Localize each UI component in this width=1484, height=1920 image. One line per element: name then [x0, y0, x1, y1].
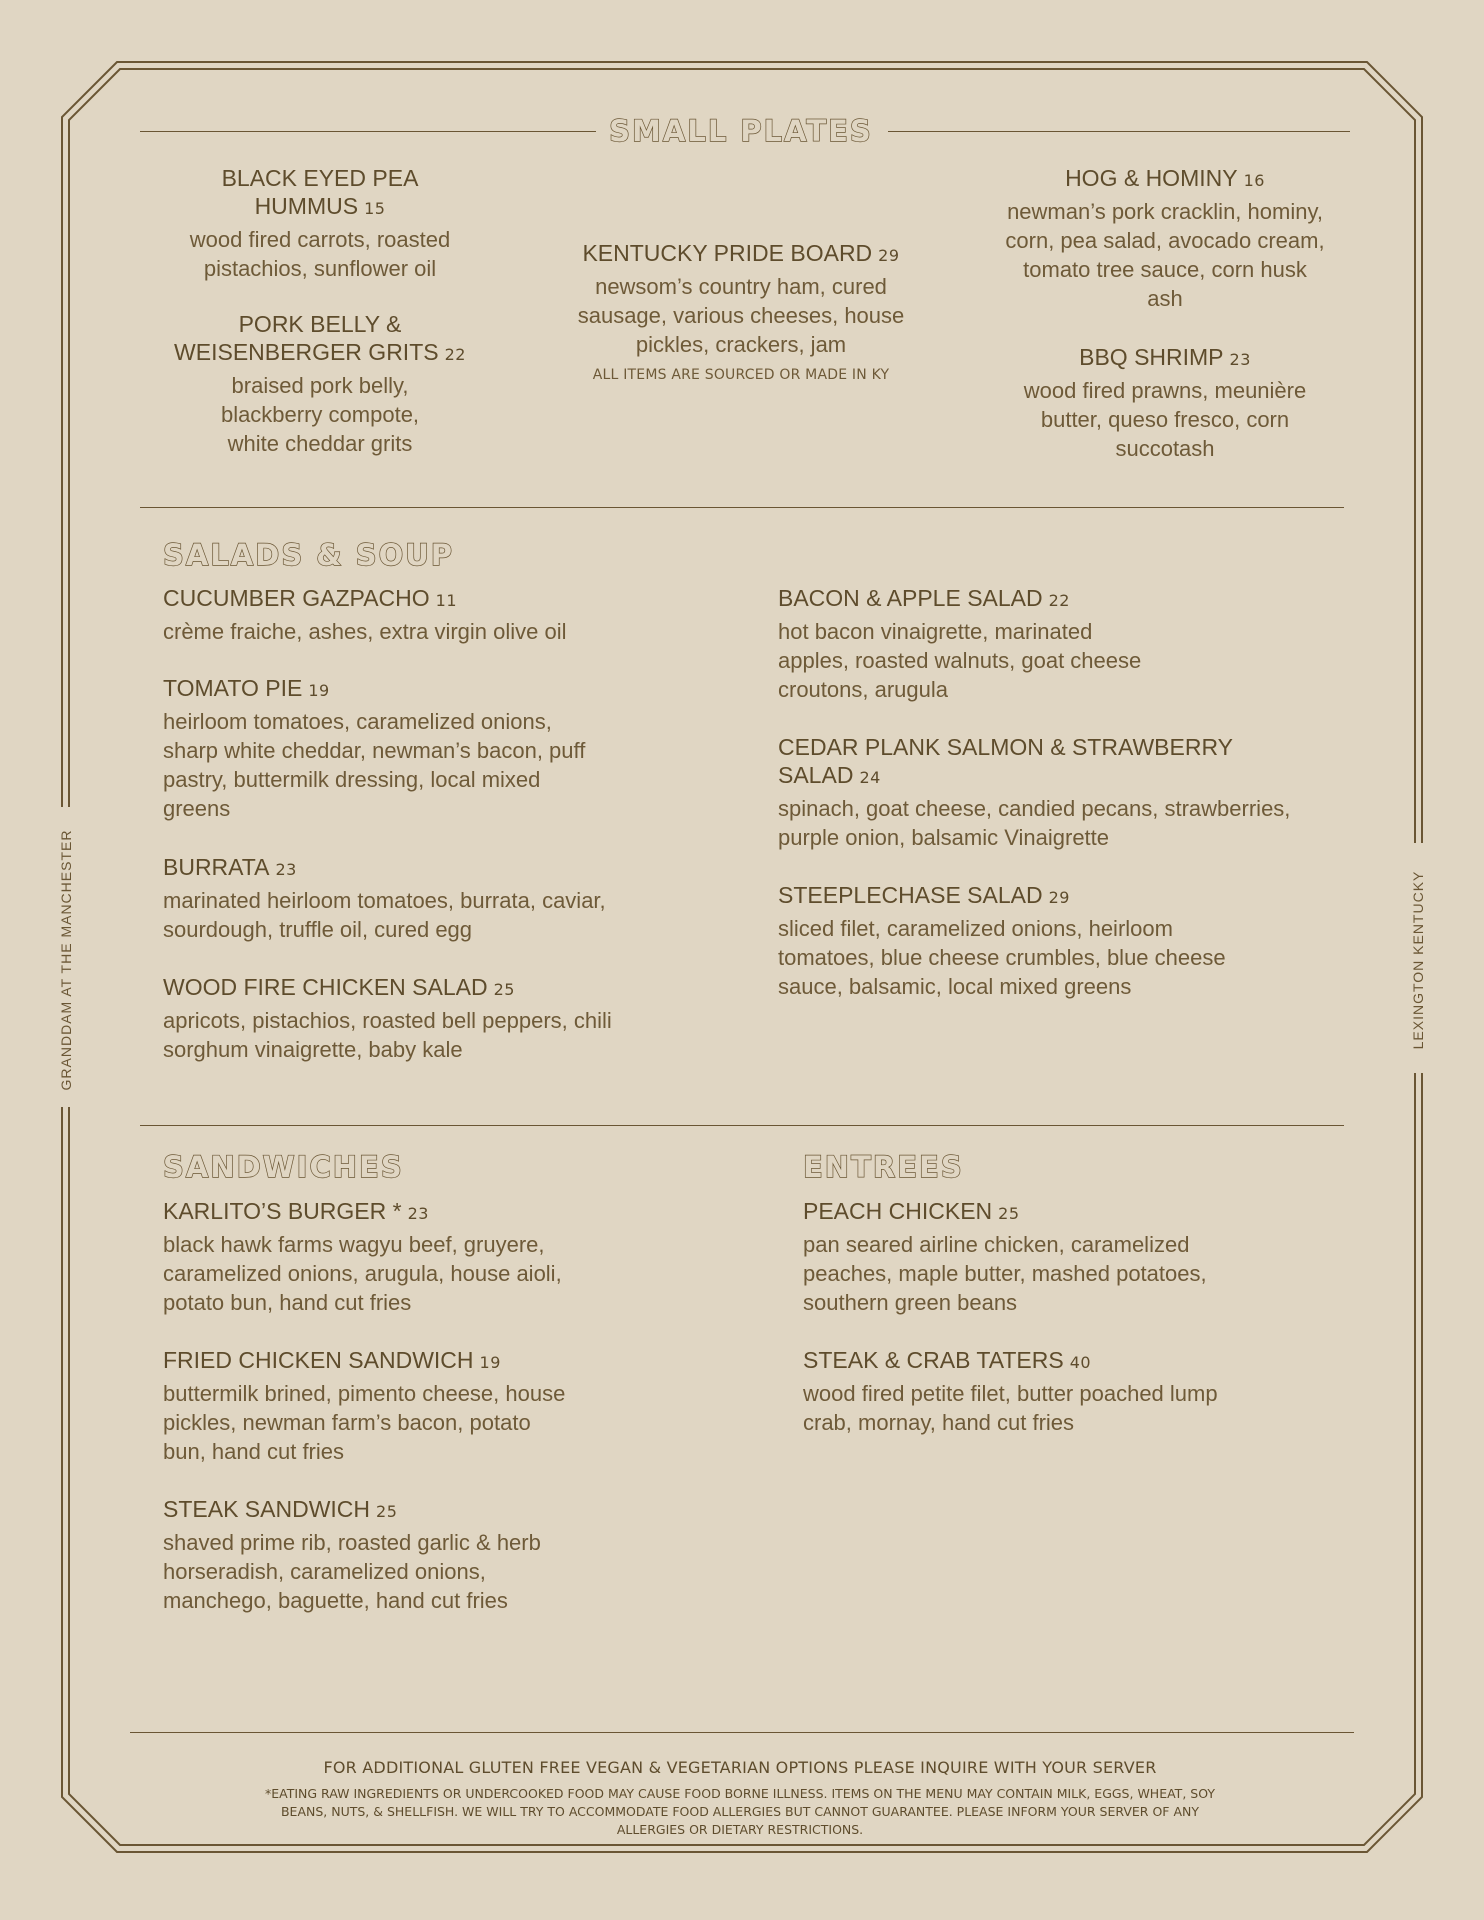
- item-description: apricots, pistachios, roasted bell peppers, chili sorghum vinaigrette, baby kale: [163, 1008, 612, 1062]
- item-price: 16: [1243, 171, 1265, 190]
- menu-item: [170, 164, 470, 283]
- section-title-entrees: ENTREES: [803, 1150, 964, 1184]
- item-price: 29: [1048, 888, 1070, 907]
- item-description: black hawk farms wagyu beef, gruyere, caramelized onions, arugula, house aioli, potato bun, hand cut fries: [163, 1232, 562, 1315]
- menu-item: [163, 1495, 583, 1615]
- item-name: STEEPLECHASE SALAD: [778, 882, 1043, 908]
- menu-item: [160, 310, 480, 458]
- item-description: newman’s pork cracklin, hominy, corn, pea salad, avocado cream, tomato tree sauce, corn husk ash: [1005, 199, 1325, 311]
- item-name: PORK BELLY & WEISENBERGER GRITS: [174, 311, 439, 365]
- item-description: wood fired petite filet, butter poached lump crab, mornay, hand cut fries: [803, 1381, 1218, 1435]
- item-price: 23: [275, 860, 297, 879]
- item-name: BACON & APPLE SALAD: [778, 585, 1043, 611]
- divider: [140, 1125, 1344, 1126]
- item-description: heirloom tomatoes, caramelized onions, sharp white cheddar, newman’s bacon, puff pastry, buttermilk dressing, local mixed greens: [163, 709, 586, 821]
- item-description: sliced filet, caramelized onions, heirloom tomatoes, blue cheese crumbles, blue cheese sauce, balsamic, local mixed greens: [778, 916, 1226, 999]
- item-price: 25: [493, 980, 515, 999]
- item-name: HOG & HOMINY: [1065, 165, 1238, 191]
- item-name: KARLITO’S BURGER *: [163, 1198, 402, 1224]
- item-name: BBQ SHRIMP: [1079, 344, 1224, 370]
- item-price: 11: [435, 591, 458, 610]
- item-name: BURRATA: [163, 854, 270, 880]
- dietary-options-note: FOR ADDITIONAL GLUTEN FREE VEGAN & VEGETARIAN OPTIONS PLEASE INQUIRE WITH YOUR SERVER: [323, 1758, 1157, 1777]
- menu-item: [1005, 164, 1325, 313]
- menu-item: [778, 733, 1298, 852]
- allergy-disclaimer: *EATING RAW INGREDIENTS OR UNDERCOOKED FOOD MAY CAUSE FOOD BORNE ILLNESS. ITEMS ON THE MENU MAY CONTAIN MILK, EGGS, WHEAT, SOY BEANS, NUTS, & SHELLFISH. WE WILL TRY TO ACCOMMODATE FOOD ALLERGIES BUT CANNOT GUARANTEE. PLEASE INFORM YOUR SERVER OF ANY ALLERGIES OR DIETARY RESTRICTIONS.: [265, 1786, 1215, 1837]
- item-description: braised pork belly, blackberry compote, white cheddar grits: [220, 373, 420, 456]
- divider: [140, 507, 1344, 508]
- item-description: buttermilk brined, pimento cheese, house pickles, newman farm’s bacon, potato bun, hand cut fries: [163, 1381, 566, 1464]
- item-price: 23: [407, 1204, 429, 1223]
- menu-item: [163, 1197, 603, 1317]
- item-description: wood fired carrots, roasted pistachios, sunflower oil: [189, 227, 451, 281]
- section-title-salads: SALADS & SOUP: [163, 538, 455, 572]
- item-price: 40: [1069, 1353, 1092, 1372]
- menu-item: [163, 1346, 573, 1466]
- item-name: FRIED CHICKEN SANDWICH: [163, 1347, 474, 1373]
- menu-item: [163, 584, 663, 646]
- item-name: WOOD FIRE CHICKEN SALAD: [163, 974, 488, 1000]
- divider: [130, 1732, 1354, 1733]
- menu-item: [778, 584, 1168, 704]
- item-description: crème fraiche, ashes, extra virgin olive oil: [163, 619, 567, 644]
- item-price: 22: [444, 345, 466, 364]
- item-description: pan seared airline chicken, caramelized peaches, maple butter, mashed potatoes, southern green beans: [803, 1232, 1207, 1315]
- item-description: spinach, goat cheese, candied pecans, strawberries, purple onion, balsamic Vinaigrette: [778, 796, 1291, 850]
- menu-item: [803, 1346, 1223, 1437]
- item-description: marinated heirloom tomatoes, burrata, caviar, sourdough, truffle oil, cured egg: [163, 888, 606, 942]
- divider: [888, 131, 1350, 132]
- item-description: newsom’s country ham, cured sausage, various cheeses, house pickles, crackers, jam: [577, 274, 905, 357]
- item-price: 23: [1229, 350, 1251, 369]
- item-price: 19: [308, 681, 330, 700]
- item-name: PEACH CHICKEN: [803, 1198, 993, 1224]
- item-name: KENTUCKY PRIDE BOARD: [582, 240, 873, 266]
- item-name: STEAK SANDWICH: [163, 1496, 371, 1522]
- item-price: 19: [479, 1353, 501, 1372]
- section-title-small-plates: SMALL PLATES: [609, 114, 873, 148]
- item-name: STEAK & CRAB TATERS: [803, 1347, 1064, 1373]
- footer: [130, 1758, 1350, 1839]
- menu-item: [803, 1197, 1253, 1317]
- item-name: CEDAR PLANK SALMON & STRAWBERRY SALAD: [778, 734, 1233, 788]
- item-description: hot bacon vinaigrette, marinated apples, roasted walnuts, goat cheese croutons, arugula: [778, 619, 1142, 702]
- item-price: 15: [364, 199, 386, 218]
- menu-item: [778, 881, 1228, 1001]
- section-title-sandwiches: SANDWICHES: [163, 1150, 404, 1184]
- item-price: 25: [376, 1502, 398, 1521]
- item-name: BLACK EYED PEA HUMMUS: [221, 165, 419, 219]
- menu-item: [163, 973, 633, 1064]
- item-price: 29: [878, 246, 900, 265]
- item-price: 25: [998, 1204, 1020, 1223]
- item-price: 22: [1048, 591, 1070, 610]
- item-description: wood fired prawns, meunière butter, queso fresco, corn succotash: [1023, 378, 1307, 461]
- menu-item: [163, 853, 663, 944]
- menu-item: [995, 343, 1335, 463]
- menu-item: [163, 674, 598, 823]
- item-price: 24: [859, 768, 881, 787]
- menu-item: [565, 239, 917, 383]
- item-description: shaved prime rib, roasted garlic & herb horseradish, caramelized onions, manchego, baguette, hand cut fries: [163, 1530, 541, 1613]
- divider: [140, 131, 596, 132]
- item-name: CUCUMBER GAZPACHO: [163, 585, 430, 611]
- item-name: TOMATO PIE: [163, 675, 303, 701]
- sourcing-note: ALL ITEMS ARE SOURCED OR MADE IN KY: [592, 367, 890, 383]
